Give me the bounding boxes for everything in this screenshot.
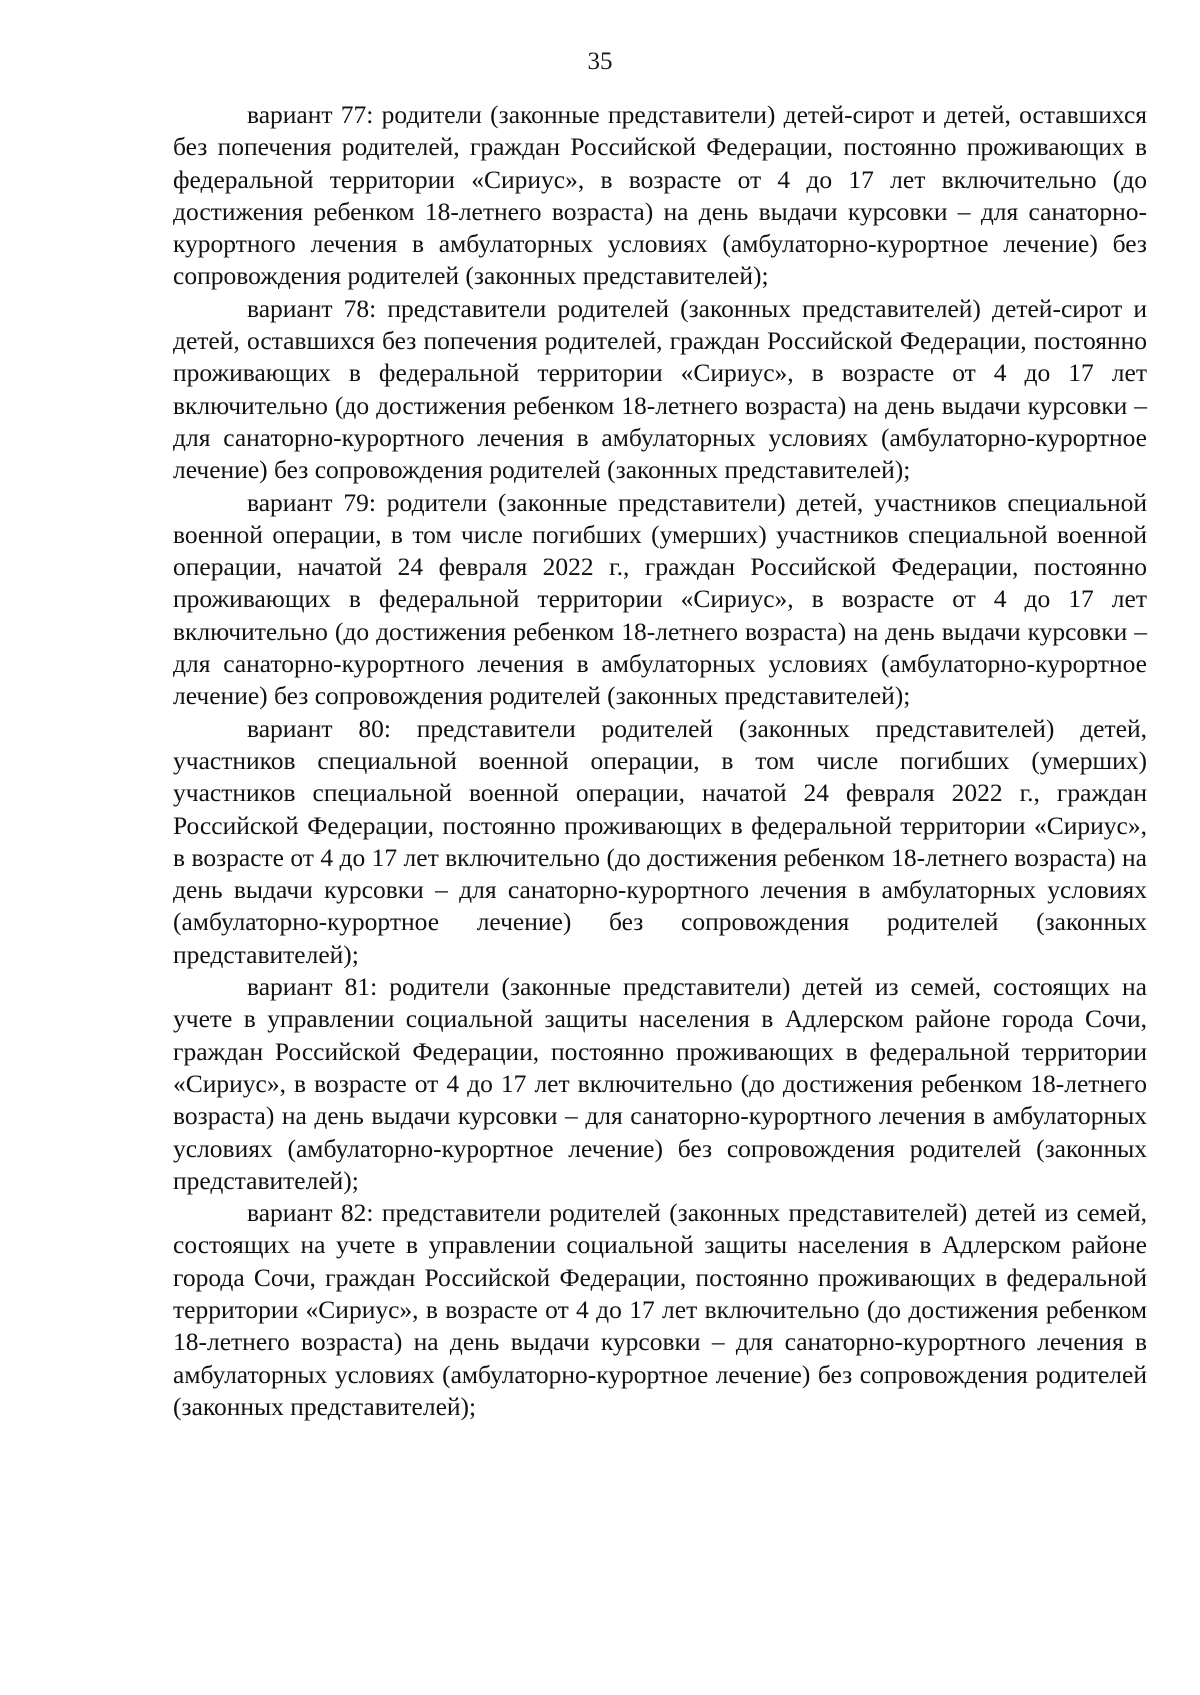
paragraph-variant-78: вариант 78: представители родителей (законных представителей) детей-сирот и детей, оставшихся без попечения родителей, граждан Российской Федерации, постоянно проживающих в федеральной территории «Сириус», в возрасте от 4 до 17 лет включительно (до достижения ребенком 18-летнего возраста) на день выдачи курсовки – для санаторно-курортного лечения в амбулаторных условиях (амбулаторно-курортное лечение) без сопровождения родителей (законных представителей); xyxy=(173,293,1147,485)
document-body xyxy=(173,99,1147,1423)
paragraph-variant-81: вариант 81: родители (законные представители) детей из семей, состоящих на учете в управлении социальной защиты населения в Адлерском районе города Сочи, граждан Российской Федерации, постоянно проживающих в федеральной территории «Сириус», в возрасте от 4 до 17 лет включительно (до достижения ребенком 18-летнего возраста) на день выдачи курсовки – для санаторно-курортного лечения в амбулаторных условиях (амбулаторно-курортное лечение) без сопровождения родителей (законных представителей); xyxy=(173,972,1147,1195)
page-number: 35 xyxy=(587,48,613,75)
paragraph-variant-82: вариант 82: представители родителей (законных представителей) детей из семей, состоящих на учете в управлении социальной защиты населения в Адлерском районе города Сочи, граждан Российской Федерации, постоянно проживающих в федеральной территории «Сириус», в возрасте от 4 до 17 лет включительно (до достижения ребенком 18-летнего возраста) на день выдачи курсовки – для санаторно-курортного лечения в амбулаторных условиях (амбулаторно-курортное лечение) без сопровождения родителей (законных представителей); xyxy=(173,1198,1147,1421)
paragraph-variant-79: вариант 79: родители (законные представители) детей, участников специальной военной операции, в том числе погибших (умерших) участников специальной военной операции, начатой 24 февраля 2022 г., граждан Российской Федерации, постоянно проживающих в федеральной территории «Сириус», в возрасте от 4 до 17 лет включительно (до достижения ребенком 18-летнего возраста) на день выдачи курсовки – для санаторно-курортного лечения в амбулаторных условиях (амбулаторно-курортное лечение) без сопровождения родителей (законных представителей); xyxy=(173,487,1147,711)
paragraph-variant-77: вариант 77: родители (законные представители) детей-сирот и детей, оставшихся без попечения родителей, граждан Российской Федерации, постоянно проживающих в федеральной территории «Сириус», в возрасте от 4 до 17 лет включительно (до достижения ребенком 18-летнего возраста) на день выдачи курсовки – для санаторно-курортного лечения в амбулаторных условиях (амбулаторно-курортное лечение) без сопровождения родителей (законных представителей); xyxy=(173,100,1147,291)
paragraph-variant-80: вариант 80: представители родителей (законных представителей) детей, участников специальной военной операции, в том числе погибших (умерших) участников специальной военной операции, начатой 24 февраля 2022 г., граждан Российской Федерации, постоянно проживающих в федеральной территории «Сириус», в возрасте от 4 до 17 лет включительно (до достижения ребенком 18-летнего возраста) на день выдачи курсовки – для санаторно-курортного лечения в амбулаторных условиях (амбулаторно-курортное лечение) без сопровождения родителей (законных представителей); xyxy=(173,713,1147,969)
